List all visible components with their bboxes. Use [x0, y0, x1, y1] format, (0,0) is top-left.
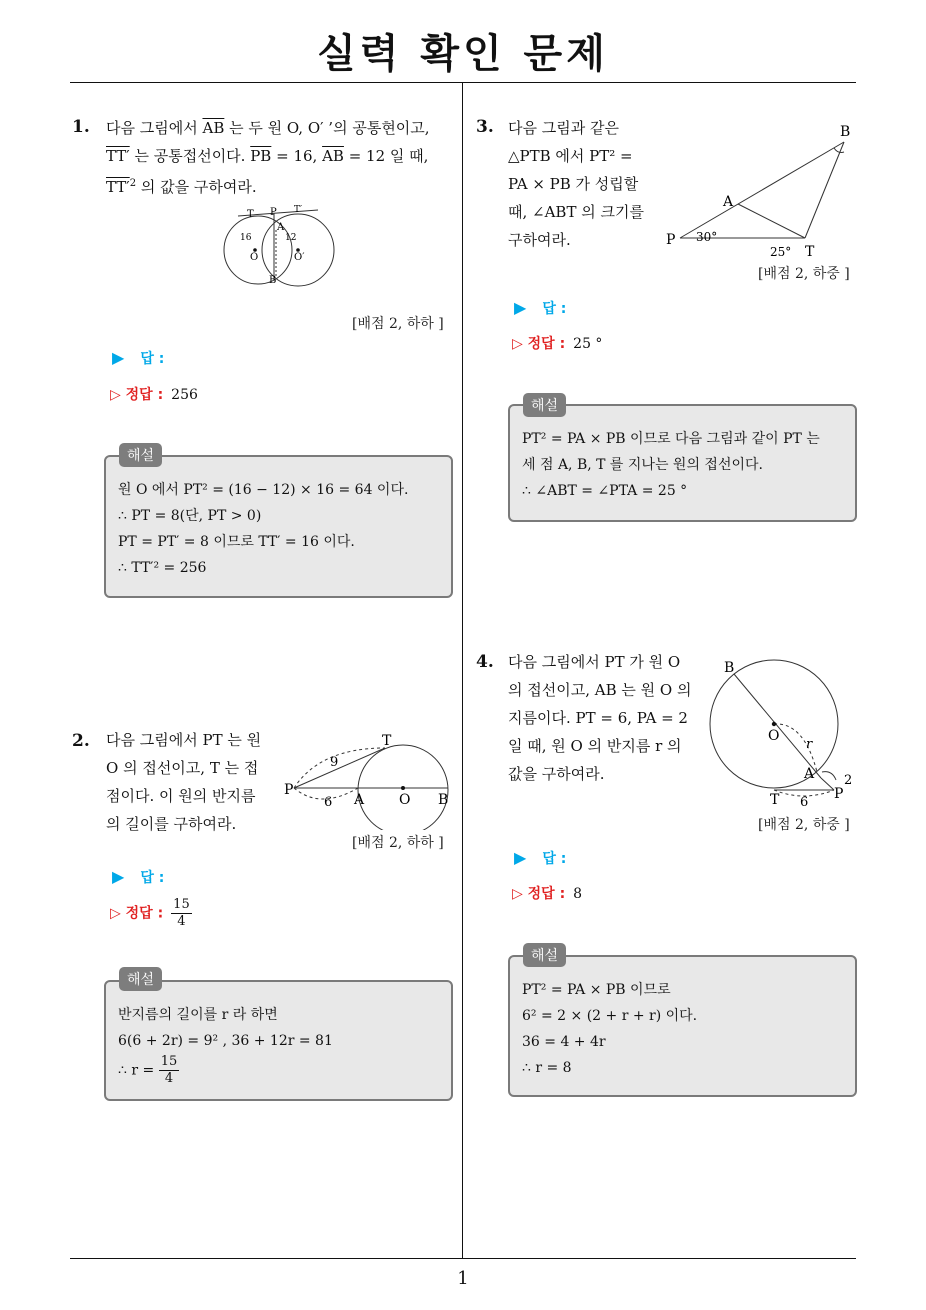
q3-explanation-tag: 해설 [523, 393, 566, 417]
q1-fig-B: B [269, 275, 277, 286]
q4-answer-label: ▶ 답 : [514, 848, 567, 867]
q2-fig-9: 9 [330, 755, 339, 770]
q4-fig-r: r [806, 737, 813, 752]
q1-explanation-tag: 해설 [119, 443, 162, 467]
q4-fig-6: 6 [800, 795, 809, 810]
q3-fig-B: B [840, 124, 851, 140]
q3-fig-A: A [723, 194, 734, 210]
q3-explanation-box: PT² = PA × PB 이므로 다음 그림과 같이 PT 는 세 점 A, B, T 를 지나는 원의 접선이다. ∴ ∠ABT = ∠PTA = 25 ° [508, 404, 857, 522]
q4-fig-A: A [804, 766, 815, 782]
q2-explanation-box: 반지름의 길이를 r 라 하면 6(6 + 2r) = 9² , 36 + 12r = 81 ∴ r = $\frac{15}{4}$ [104, 980, 453, 1101]
q1-fig-O2: O′ [294, 252, 305, 263]
q2-fig-O: O [399, 792, 411, 808]
q4-explanation-tag: 해설 [523, 943, 566, 967]
q1-correct: ▷ 정답 : 256 [110, 387, 198, 403]
q4-fig-B: B [724, 660, 735, 676]
q1-explanation-box: 원 O 에서 PT² = (16 − 12) × 16 = 64 이다. ∴ PT = 8(단, PT > 0) PT = PT′ = 8 이므로 TT′ = 16 이다. ∴ TT′² = 256 [104, 455, 453, 598]
q2-fig-P: P [284, 782, 294, 798]
q3-meta: [배점 2, 하중 ] [758, 266, 850, 282]
q1-meta: [배점 2, 하하 ] [352, 316, 444, 332]
q2-figure [280, 730, 460, 830]
q2-fig-T: T [382, 733, 392, 749]
q4-correct: ▷ 정답 : 8 [512, 886, 583, 902]
q4-fig-T: T [770, 792, 780, 808]
q4-figure [704, 652, 864, 812]
q1-figure [218, 200, 348, 292]
q2-fig-A: A [354, 792, 365, 808]
column-divider [462, 82, 463, 1258]
q4-explanation-box: PT² = PA × PB 이므로 6² = 2 × (2 + r + r) 이다. 36 = 4 + 4r ∴ r = 8 [508, 955, 857, 1097]
q1-fig-P: P [270, 207, 277, 218]
q1-fig-O: O [250, 252, 259, 263]
q2-fig-6: 6 [324, 795, 333, 810]
q1-fig-A: A [277, 222, 285, 233]
q2-explanation-tag: 해설 [119, 967, 162, 991]
page-number: 1 [457, 1268, 469, 1289]
q1-fig-T2: T′ [294, 205, 303, 215]
q3-number: 3. [476, 117, 494, 137]
q4-fig-O: O [768, 728, 780, 744]
q1-answer-label: ▶ 답 : [112, 348, 165, 367]
q4-fig-P: P [834, 786, 844, 802]
q3-text: 다음 그림과 같은 △PTB 에서 PT² = PA × PB 가 성립할 때, ∠ABT 의 크기를 구하여라. [508, 119, 644, 249]
q1-number: 1. [72, 117, 90, 137]
q3-answer-label: ▶ 답 : [514, 298, 567, 317]
q1-fig-12: 12 [285, 233, 297, 243]
q2-correct: ▷ 정답 : $\frac{15}{4}$ [110, 897, 190, 929]
top-rule [70, 82, 856, 83]
q3-figure [662, 122, 862, 262]
q2-answer-label: ▶ 답 : [112, 867, 165, 886]
q1-fig-T: T [247, 209, 254, 220]
q4-text: 다음 그림에서 PT 가 원 O 의 접선이고, AB 는 원 O 의 지름이다. PT = 6, PA = 2 일 때, 원 O 의 반지름 r 의 값을 구하여라. [508, 653, 692, 783]
q2-number: 2. [72, 731, 90, 751]
q2-text: 다음 그림에서 PT 는 원 O 의 접선이고, T 는 접 점이다. 이 원의 반지름 의 길이를 구하여라. [106, 731, 262, 833]
q2-meta: [배점 2, 하하 ] [352, 835, 444, 851]
q4-number: 4. [476, 652, 494, 672]
q1-text: 다음 그림에서 $\overline{AB}$ 는 두 원 O, O′ ’의 공통현이고, TT′ 는 공통접선이다. $\overline{PB} = 16$, $\overline{AB} = 12$ 일 때, $TT'^2$ 의 값을 구하여라. [106, 119, 430, 196]
q4-meta: [배점 2, 하중 ] [758, 817, 850, 833]
page-title: 실력 확인 문제 [317, 31, 609, 77]
q3-fig-P: P [666, 232, 676, 248]
q3-fig-T: T [805, 244, 815, 260]
q3-fig-25: 25° [770, 245, 792, 259]
bottom-rule [70, 1258, 856, 1259]
q4-fig-2: 2 [844, 773, 853, 788]
q3-fig-30: 30° [696, 230, 718, 244]
q1-fig-16: 16 [240, 233, 252, 243]
q3-correct: ▷ 정답 : 25 ° [512, 336, 603, 352]
q2-fig-B: B [438, 792, 449, 808]
